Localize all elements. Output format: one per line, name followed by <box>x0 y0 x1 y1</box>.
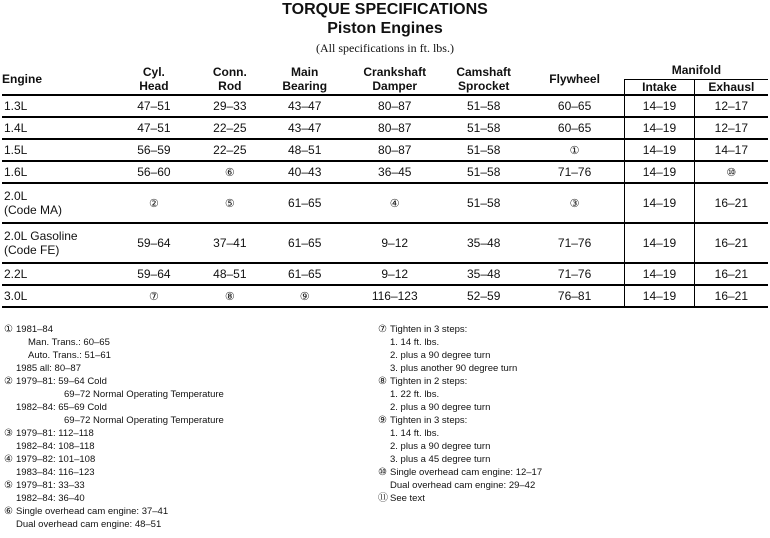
footnotes-left <box>4 323 374 531</box>
cell-engine: 3.0L <box>2 285 110 307</box>
cell-main-bearing: 61–65 <box>262 223 347 263</box>
footnote-text: 1985 all: 80–87 <box>16 363 81 374</box>
cell-intake: 14–19 <box>625 161 694 183</box>
cell-cyl-head: 56–59 <box>110 139 197 161</box>
header-intake: Intake <box>625 80 694 96</box>
footnote-line <box>378 401 758 414</box>
footnote-text: 1982–84: 36–40 <box>16 493 85 504</box>
cell-cyl-head: 59–64 <box>110 263 197 285</box>
cell-crankshaft-damper: 116–123 <box>347 285 442 307</box>
table-row <box>2 139 768 161</box>
footnote-line <box>4 414 374 427</box>
cell-exhaust: 16–21 <box>694 183 768 223</box>
cell-conn-rod: ⑤ <box>197 183 262 223</box>
footnote-line <box>4 375 374 388</box>
footnote-text: Single overhead cam engine: 12–17 <box>390 467 543 478</box>
footnote-text: 2. plus a 90 degree turn <box>390 441 491 452</box>
cell-intake: 14–19 <box>625 117 694 139</box>
header-conn-rod: Conn. Rod <box>197 63 262 95</box>
cell-intake: 14–19 <box>625 263 694 285</box>
footnote-text: Single overhead cam engine: 37–41 <box>16 506 169 517</box>
footnote-text: Tighten in 3 steps: <box>390 324 468 335</box>
cell-intake: 14–19 <box>625 285 694 307</box>
cell-conn-rod: 22–25 <box>197 117 262 139</box>
footnote-text: 69–72 Normal Operating Temperature <box>64 389 224 400</box>
footnote-text: 2. plus a 90 degree turn <box>390 350 491 361</box>
cell-intake: 14–19 <box>625 223 694 263</box>
footnote-text: 3. plus another 90 degree turn <box>390 363 518 374</box>
header-manifold: Manifold <box>625 63 768 80</box>
cell-flywheel: 60–65 <box>525 117 625 139</box>
cell-crankshaft-damper: 80–87 <box>347 117 442 139</box>
footnote-line <box>378 362 758 375</box>
cell-flywheel: 71–76 <box>525 223 625 263</box>
cell-cyl-head: 47–51 <box>110 117 197 139</box>
footnote-marker: ⑪ <box>378 493 388 504</box>
footnote-marker: ① <box>4 324 13 335</box>
cell-camshaft-sprocket: 35–48 <box>442 223 524 263</box>
footnote-marker: ⑨ <box>378 415 387 426</box>
footnote-marker: ⑤ <box>4 480 13 491</box>
footnote-marker: ③ <box>4 428 13 439</box>
footnote-line <box>4 323 374 336</box>
footnote-line <box>4 349 374 362</box>
footnote-text: 69–72 Normal Operating Temperature <box>64 415 224 426</box>
cell-engine: 2.2L <box>2 263 110 285</box>
footnote-line <box>4 492 374 505</box>
table-row <box>2 223 768 263</box>
cell-exhaust: 12–17 <box>694 117 768 139</box>
footnote-line <box>378 466 758 479</box>
cell-cyl-head: ⑦ <box>110 285 197 307</box>
cell-flywheel: 71–76 <box>525 161 625 183</box>
cell-exhaust: 12–17 <box>694 95 768 117</box>
cell-conn-rod: 37–41 <box>197 223 262 263</box>
cell-main-bearing: 43–47 <box>262 117 347 139</box>
footnote-line <box>378 427 758 440</box>
cell-flywheel: ③ <box>525 183 625 223</box>
header-engine: Engine <box>2 63 110 95</box>
footnote-text: 1979–82: 101–108 <box>16 454 96 465</box>
cell-main-bearing: 43–47 <box>262 95 347 117</box>
cell-camshaft-sprocket: 51–58 <box>442 161 524 183</box>
table-row <box>2 183 768 223</box>
footnote-line <box>378 492 758 505</box>
header-crankshaft-damper: Crankshaft Damper <box>347 63 442 95</box>
footnote-marker: ⑩ <box>378 467 387 478</box>
cell-flywheel: 71–76 <box>525 263 625 285</box>
units-note: (All specifications in ft. lbs.) <box>316 41 454 55</box>
cell-engine: 1.6L <box>2 161 110 183</box>
footnote-text: 1979–81: 33–33 <box>16 480 85 491</box>
footnote-line <box>4 440 374 453</box>
footnote-line <box>378 440 758 453</box>
cell-crankshaft-damper: 36–45 <box>347 161 442 183</box>
footnote-text: 1979–81: 112–118 <box>16 428 94 439</box>
footnote-text: Tighten in 2 steps: <box>390 376 468 387</box>
footnote-line <box>4 401 374 414</box>
footnote-text: Tighten in 3 steps: <box>390 415 468 426</box>
footnote-line <box>378 388 758 401</box>
header-flywheel: Flywheel <box>525 63 625 95</box>
footnote-line <box>378 479 758 492</box>
footnote-line <box>378 414 758 427</box>
footnote-line <box>4 336 374 349</box>
cell-engine: 2.0L Gasoline (Code FE) <box>2 223 110 263</box>
footnote-text: 1. 22 ft. lbs. <box>390 389 440 400</box>
footnote-line <box>4 518 374 531</box>
footnote-line <box>378 336 758 349</box>
footnote-text: 1981–84 <box>16 324 53 335</box>
footnote-text: 1. 14 ft. lbs. <box>390 428 440 439</box>
cell-camshaft-sprocket: 51–58 <box>442 183 524 223</box>
footnote-marker: ⑦ <box>378 324 387 335</box>
table-row <box>2 117 768 139</box>
cell-camshaft-sprocket: 51–58 <box>442 95 524 117</box>
cell-engine: 1.3L <box>2 95 110 117</box>
cell-conn-rod: 22–25 <box>197 139 262 161</box>
footnote-text: See text <box>390 493 425 504</box>
footnote-line <box>378 323 758 336</box>
header-main-bearing: Main Bearing <box>262 63 347 95</box>
footnote-line <box>4 466 374 479</box>
footnote-marker: ④ <box>4 454 13 465</box>
cell-exhaust: ⑩ <box>694 161 768 183</box>
page-title: TORQUE SPECIFICATIONS <box>282 1 488 18</box>
footnote-marker: ⑧ <box>378 376 387 387</box>
footnote-line <box>4 388 374 401</box>
cell-crankshaft-damper: ④ <box>347 183 442 223</box>
cell-conn-rod: 48–51 <box>197 263 262 285</box>
cell-crankshaft-damper: 9–12 <box>347 263 442 285</box>
cell-exhaust: 16–21 <box>694 223 768 263</box>
footnote-line <box>4 453 374 466</box>
cell-main-bearing: 48–51 <box>262 139 347 161</box>
cell-intake: 14–19 <box>625 183 694 223</box>
cell-conn-rod: 29–33 <box>197 95 262 117</box>
cell-crankshaft-damper: 80–87 <box>347 139 442 161</box>
cell-engine: 2.0L (Code MA) <box>2 183 110 223</box>
footnote-line <box>4 479 374 492</box>
cell-conn-rod: ⑧ <box>197 285 262 307</box>
table-row <box>2 161 768 183</box>
table-row <box>2 95 768 117</box>
cell-camshaft-sprocket: 52–59 <box>442 285 524 307</box>
footnote-text: 1983–84: 116–123 <box>16 467 95 478</box>
footnote-text: 2. plus a 90 degree turn <box>390 402 491 413</box>
footnote-text: 1. 14 ft. lbs. <box>390 337 440 348</box>
cell-main-bearing: 61–65 <box>262 263 347 285</box>
footnote-text: Auto. Trans.: 51–61 <box>28 350 111 361</box>
footnote-line <box>378 349 758 362</box>
footnote-marker: ⑥ <box>4 506 13 517</box>
cell-main-bearing: ⑨ <box>262 285 347 307</box>
header-cyl-head: Cyl. Head <box>110 63 197 95</box>
footnote-line <box>4 362 374 375</box>
footnote-text: 1982–84: 65–69 Cold <box>16 402 107 413</box>
cell-engine: 1.5L <box>2 139 110 161</box>
footnote-line <box>378 453 758 466</box>
footnote-text: 1982–84: 108–118 <box>16 441 95 452</box>
footnote-text: Dual overhead cam engine: 29–42 <box>390 480 536 491</box>
table-row <box>2 285 768 307</box>
page-subtitle: Piston Engines <box>327 20 443 37</box>
cell-intake: 14–19 <box>625 139 694 161</box>
cell-cyl-head: 59–64 <box>110 223 197 263</box>
table-row <box>2 263 768 285</box>
cell-main-bearing: 40–43 <box>262 161 347 183</box>
footnote-line <box>4 427 374 440</box>
cell-flywheel: 76–81 <box>525 285 625 307</box>
cell-flywheel: ① <box>525 139 625 161</box>
footnote-text: 3. plus a 45 degree turn <box>390 454 491 465</box>
cell-cyl-head: 47–51 <box>110 95 197 117</box>
cell-flywheel: 60–65 <box>525 95 625 117</box>
torque-spec-table <box>2 63 768 308</box>
header-exhaust: Exhausl <box>694 80 768 96</box>
cell-main-bearing: 61–65 <box>262 183 347 223</box>
footnote-line <box>4 505 374 518</box>
footnote-line <box>378 375 758 388</box>
cell-intake: 14–19 <box>625 95 694 117</box>
cell-exhaust: 14–17 <box>694 139 768 161</box>
cell-conn-rod: ⑥ <box>197 161 262 183</box>
footnotes-right <box>378 323 758 505</box>
table-body <box>2 95 768 307</box>
header-camshaft-sprocket: Camshaft Sprocket <box>442 63 524 95</box>
footnote-marker: ② <box>4 376 13 387</box>
cell-crankshaft-damper: 80–87 <box>347 95 442 117</box>
cell-exhaust: 16–21 <box>694 263 768 285</box>
cell-camshaft-sprocket: 51–58 <box>442 117 524 139</box>
footnote-text: Man. Trans.: 60–65 <box>28 337 110 348</box>
footnote-text: Dual overhead cam engine: 48–51 <box>16 519 162 530</box>
cell-crankshaft-damper: 9–12 <box>347 223 442 263</box>
footnote-text: 1979–81: 59–64 Cold <box>16 376 107 387</box>
cell-camshaft-sprocket: 35–48 <box>442 263 524 285</box>
cell-camshaft-sprocket: 51–58 <box>442 139 524 161</box>
cell-exhaust: 16–21 <box>694 285 768 307</box>
cell-cyl-head: 56–60 <box>110 161 197 183</box>
cell-cyl-head: ② <box>110 183 197 223</box>
cell-engine: 1.4L <box>2 117 110 139</box>
